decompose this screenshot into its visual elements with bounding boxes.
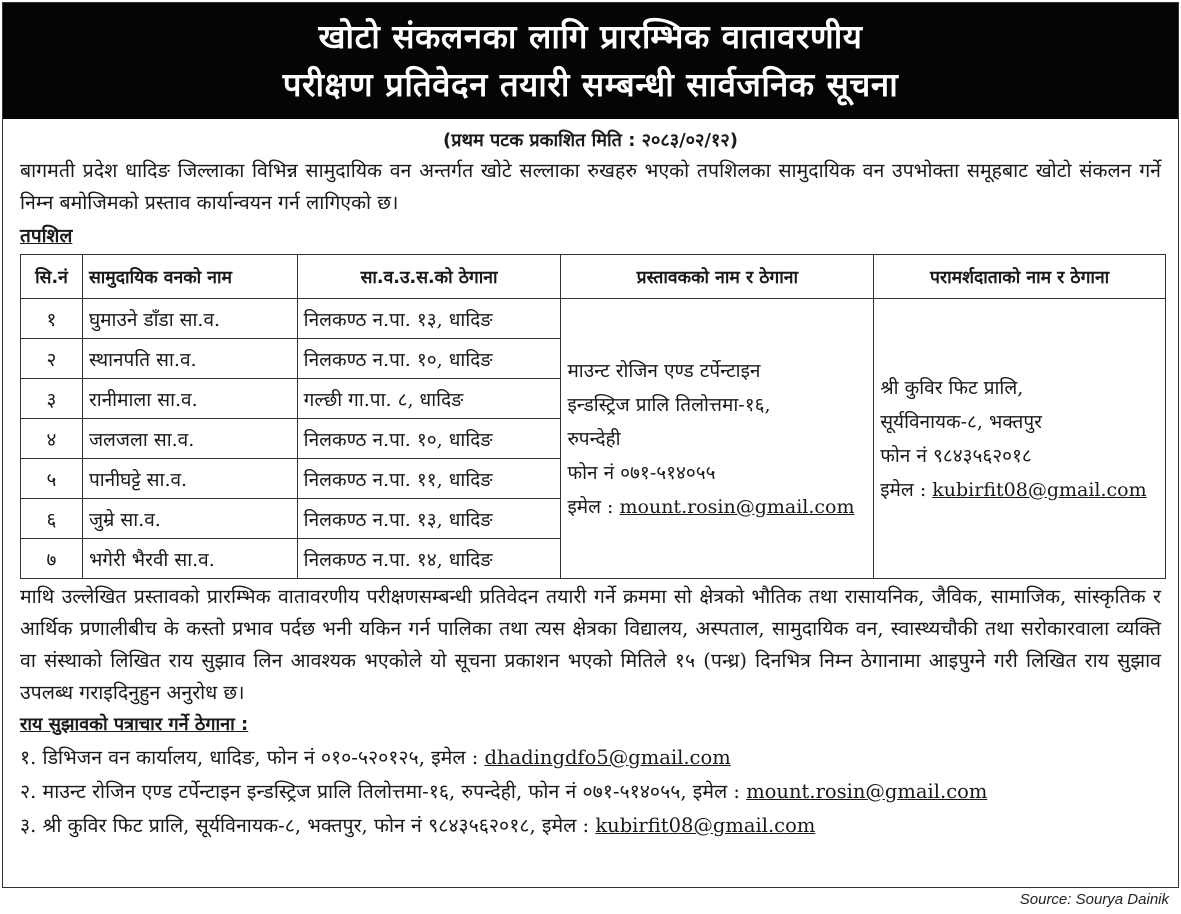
contact-text: १. डिभिजन वन कार्यालय, धादिङ, फोन नं ०१०-५२०१२५, इमेल : xyxy=(20,746,479,769)
row-forest-name: स्थानपति सा.व. xyxy=(82,339,297,379)
consultant-cell xyxy=(874,299,1166,579)
row-forest-name: घुमाउने डाँडा सा.व. xyxy=(82,299,297,339)
proposer-email-label: इमेल : xyxy=(567,495,614,518)
row-address: निलकण्ठ न.पा. १४, धादिङ xyxy=(297,539,561,579)
consultant-email-label: इमेल : xyxy=(880,478,927,501)
row-serial: ४ xyxy=(21,419,83,459)
intro-paragraph: बागमती प्रदेश धादिङ जिल्लाका विभिन्न सामुदायिक वन अन्तर्गत खोटे सल्लाका रुखहरु भएको तपशिलका सामुदायिक वन उपभोक्ता समूहबाट खोटो संकलन गर्ने निम्न बमोजिमको प्रस्ताव कार्यान्वयन गर्न लागिएको छ। xyxy=(20,159,1161,214)
row-forest-name: रानीमाला सा.व. xyxy=(82,379,297,419)
contact-email[interactable]: mount.rosin@gmail.com xyxy=(746,780,988,803)
row-address: निलकण्ठ न.पा. १०, धादिङ xyxy=(297,339,561,379)
proposer-email-line xyxy=(567,490,867,524)
row-address: निलकण्ठ न.पा. १३, धादिङ xyxy=(297,499,561,539)
contact-item xyxy=(3,775,1178,809)
consultant-email-line xyxy=(880,473,1159,507)
consultant-line-1: श्री कुविर फिट प्रालि, xyxy=(880,376,1024,399)
row-address: गल्छी गा.पा. ८, धादिङ xyxy=(297,379,561,419)
contact-text: ३. श्री कुविर फिट प्रालि, सूर्यविनायक-८, भक्तपुर, फोन नं ९८४३५६२०१८, इमेल : xyxy=(20,814,590,837)
body-paragraph: माथि उल्लेखित प्रस्तावको प्रारम्भिक वातावरणीय परीक्षणसम्बन्धी प्रतिवेदन तयारी गर्ने क्रममा सो क्षेत्रको भौतिक तथा रासायनिक, जैविक, सामाजिक, सांस्कृतिक र आर्थिक प्रणालीबीच के कस्तो प्रभाव पर्दछ भनी यकिन गर्न पालिका तथा त्यस क्षेत्रका विद्यालय, अस्पताल, सामुदायिक वन, स्वास्थ्यचौकी तथा सरोकारवाला व्यक्ति वा संस्थाको लिखित राय सुझाव लिन आवश्यक भएकोले यो सूचना प्रकाशन भएको मितिले १५ (पन्ध्र) दिनभित्र निम्न ठेगानामा आइपुग्ने गरी लिखित राय सुझाव उपलब्ध गराइदिनुहुन अनुरोध छ। xyxy=(20,585,1161,704)
proposer-line-3: रुपन्देही xyxy=(567,427,621,450)
proposer-phone: फोन नं ०७१-५१४०५५ xyxy=(567,461,716,484)
contact-item xyxy=(3,809,1178,843)
row-address: निलकण्ठ न.पा. १०, धादिङ xyxy=(297,419,561,459)
row-forest-name: जुम्रे सा.व. xyxy=(82,499,297,539)
public-notice xyxy=(2,2,1179,888)
contact-email[interactable]: dhadingdfo5@gmail.com xyxy=(484,746,731,769)
proposer-line-1: माउन्ट रोजिन एण्ड टर्पेन्टाइन xyxy=(567,359,761,382)
proposer-line-2: इन्डस्ट्रिज प्रालि तिलोत्तमा-१६, xyxy=(567,393,771,416)
header-line-2: परीक्षण प्रतिवेदन तयारी सम्बन्धी सार्वजनिक सूचना xyxy=(282,65,899,104)
contacts-title-text: राय सुझावको पत्राचार गर्ने ठेगाना : xyxy=(20,714,249,735)
contact-text: २. माउन्ट रोजिन एण्ड टर्पेन्टाइन इन्डस्ट्रिज प्रालि तिलोत्तमा-१६, रुपन्देही, फोन नं ०७१-५१४०५५, इमेल : xyxy=(20,780,740,803)
contact-email[interactable]: kubirfit08@gmail.com xyxy=(595,814,816,837)
notice-header xyxy=(3,3,1178,119)
row-serial: ६ xyxy=(21,499,83,539)
table-row xyxy=(21,299,1166,339)
source-credit: Source: Sourya Dainik xyxy=(1019,891,1169,908)
row-serial: ७ xyxy=(21,539,83,579)
row-serial: २ xyxy=(21,339,83,379)
proposer-cell xyxy=(561,299,874,579)
col-header-consultant: परामर्शदाताको नाम र ठेगाना xyxy=(874,255,1166,299)
section-title xyxy=(3,222,1178,252)
section-title-text: तपशिल xyxy=(20,225,73,247)
proposer-email[interactable]: mount.rosin@gmail.com xyxy=(619,495,855,518)
contact-item xyxy=(3,741,1178,775)
consultant-line-2: सूर्यविनायक-८, भक्तपुर xyxy=(880,410,1042,433)
header-line-1: खोटो संकलनका लागि प्रारम्भिक वातावरणीय xyxy=(318,17,863,56)
col-header-proposer: प्रस्तावकको नाम र ठेगाना xyxy=(561,255,874,299)
table-header-row xyxy=(21,255,1166,299)
contacts-title xyxy=(3,709,1178,741)
row-forest-name: भगेरी भैरवी सा.व. xyxy=(82,539,297,579)
row-serial: १ xyxy=(21,299,83,339)
col-header-address: सा.व.उ.स.को ठेगाना xyxy=(297,255,561,299)
row-forest-name: पानीघट्टे सा.व. xyxy=(82,459,297,499)
row-serial: ५ xyxy=(21,459,83,499)
row-address: निलकण्ठ न.पा. १३, धादिङ xyxy=(297,299,561,339)
published-date: (प्रथम पटक प्रकाशित मिति : २०८३/०२/१२) xyxy=(443,130,738,151)
detail-table xyxy=(20,254,1166,579)
row-forest-name: जलजला सा.व. xyxy=(82,419,297,459)
consultant-phone: फोन नं ९८४३५६२०१८ xyxy=(880,444,1032,467)
consultant-email[interactable]: kubirfit08@gmail.com xyxy=(932,478,1147,501)
col-header-forest-name: सामुदायिक वनको नाम xyxy=(82,255,297,299)
row-serial: ३ xyxy=(21,379,83,419)
col-header-serial: सि.नं xyxy=(21,255,83,299)
row-address: निलकण्ठ न.पा. ११, धादिङ xyxy=(297,459,561,499)
